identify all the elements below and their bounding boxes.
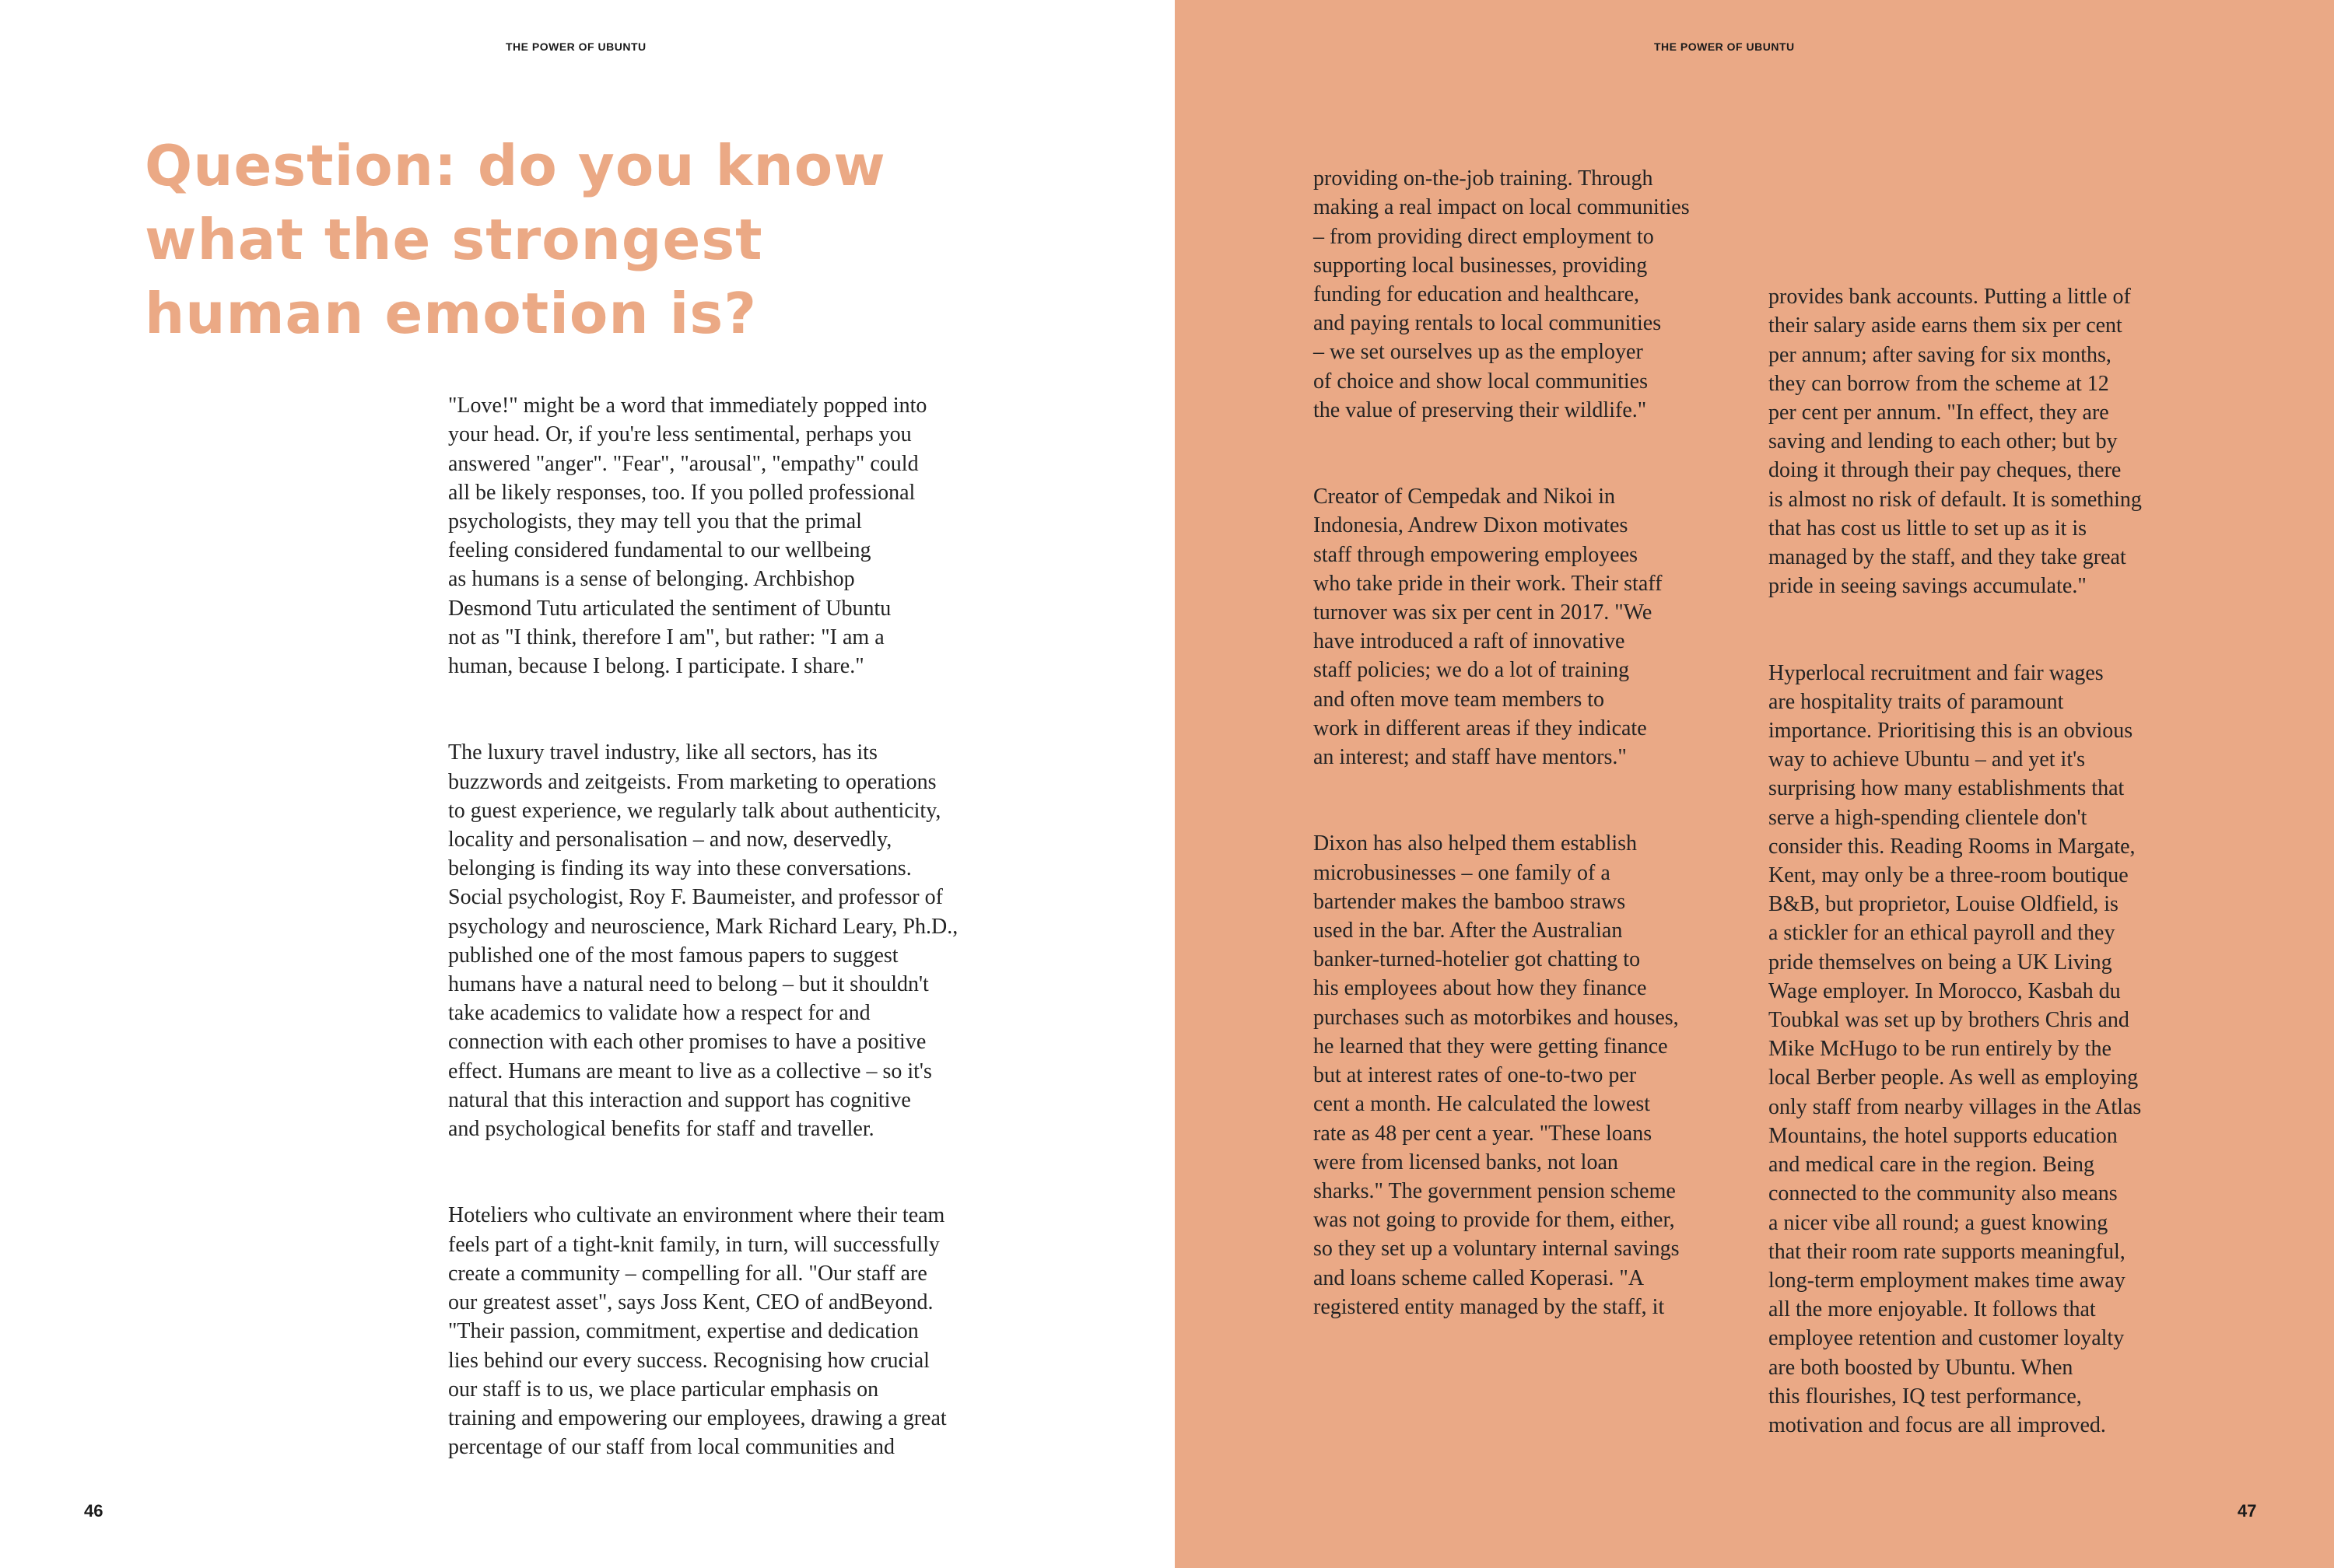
- right-body-column-one: [1313, 135, 1765, 1379]
- right-page: [1175, 0, 2334, 1568]
- body-paragraph: Hyperlocal recruitment and fair wages are hospitality traits of paramount importance. Prioritising this is an obvious way to achieve Ubuntu – and yet it's surprising how many establishments that serve a high-spending clientele don't consider this. Reading Rooms in Margate, Kent, may only be a three-room boutique B&B, but proprietor, Louise Oldfield, is a stickler for an ethical payroll and they pride themselves on being a UK Living Wage employer. In Morocco, Kasbah du Toubkal was set up by brothers Chris and Mike McHugo to be run entirely by the local Berber people. As well as employing only staff from nearby villages in the Atlas Mountains, the hotel supports education and medical care in the region. Being connected to the community also means a nicer vibe all round; a guest knowing that their room rate supports meaningful, long-term employment makes time away all the more enjoyable. It follows that employee retention and customer loyalty are both boosted by Ubuntu. When this flourishes, IQ test performance, motivation and focus are all improved.: [1768, 660, 2142, 1437]
- page-number-left: 46: [84, 1501, 103, 1521]
- running-head-left: THE POWER OF UBUNTU: [506, 40, 647, 53]
- left-body-column: [448, 362, 1047, 1520]
- body-paragraph: The luxury travel industry, like all sectors, has its buzzwords and zeitgeists. From marketing to operations to guest experience, we regularly talk about authenticity, locality and personalisation – and now, deservedly, belonging is finding its way into these conversations. Social psychologist, Roy F. Baumeister, and professor of psychology and neuroscience, Mark Richard Leary, Ph.D., published one of the most famous papers to suggest humans have a natural need to belong – but it shouldn't take academics to validate how a respect for and connection with each other promises to have a positive effect. Humans are meant to live as a collective – so it's natural that this interaction and support has cognitive and psychological benefits for staff and traveller.: [448, 740, 958, 1142]
- body-paragraph: provides bank accounts. Putting a little of their salary aside earns them six per cent per annum; after saving for six months, they can borrow from the scheme at 12 per cent per annum. "In effect, they are saving and lending to each other; but by doing it through their pay cheques, there is almost no risk of default. It is something that has cost us little to set up as it is managed by the staff, and they take great pride in seeing savings accumulate.": [1768, 285, 2142, 599]
- body-paragraph: Hoteliers who cultivate an environment where their team feels part of a tight-knit family, in turn, will successfully create a community – compelling for all. "Our staff are our greatest asset", says Joss Kent, CEO of andBeyond. "Their passion, commitment, expertise and dedication lies behind our every success. Recognising how crucial our staff is to us, we place particular emphasis on training and empowering our employees, drawing a great percentage of our staff from local communities and: [448, 1203, 947, 1460]
- body-paragraph: "Love!" might be a word that immediately popped into your head. Or, if you're less sentimental, perhaps you answered "anger". "Fear", "arousal", "empathy" could all be likely responses, too. If you polled professional psychologists, they may tell you that the primal feeling considered fundamental to our wellbeing as humans is a sense of belonging. Archbishop Desmond Tutu articulated the sentiment of Ubuntu not as "I think, therefore I am", but rather: "I am a human, because I belong. I participate. I share.": [448, 394, 927, 679]
- right-body-column-two: [1768, 254, 2220, 1497]
- body-paragraph: Creator of Cempedak and Nikoi in Indonesia, Andrew Dixon motivates staff through empowering employees who take pride in their work. Their staff turnover was six per cent in 2017. "We have introduced a raft of innovative staff policies; we do a lot of training and often move team members to work in different areas if they indicate an interest; and staff have mentors.": [1313, 485, 1663, 770]
- body-paragraph: Dixon has also helped them establish microbusinesses – one family of a bartender makes the bamboo straws used in the bar. After the Australian banker-turned-hotelier got chatting to his employees about how they finance purchases such as motorbikes and houses, he learned that they were getting finance but at interest rates of one-to-two per cent a month. He calculated the lowest rate as 48 per cent a year. "These loans were from licensed banks, not loan sharks." The government pension scheme was not going to provide for them, either, so they set up a voluntary internal savings and loans scheme called Koperasi. "A registered entity managed by the staff, it: [1313, 831, 1680, 1319]
- article-headline: Question: do you know what the strongest human emotion is?: [145, 133, 886, 346]
- page-number-right: 47: [2238, 1501, 2257, 1521]
- body-paragraph: providing on-the-job training. Through making a real impact on local communities – from providing direct employment to supporting local businesses, providing funding for education and healthcare, and paying rentals to local communities – we set ourselves up as the employer of choice and show local communities the value of preserving their wildlife.": [1313, 166, 1690, 422]
- running-head-right: THE POWER OF UBUNTU: [1654, 40, 1795, 53]
